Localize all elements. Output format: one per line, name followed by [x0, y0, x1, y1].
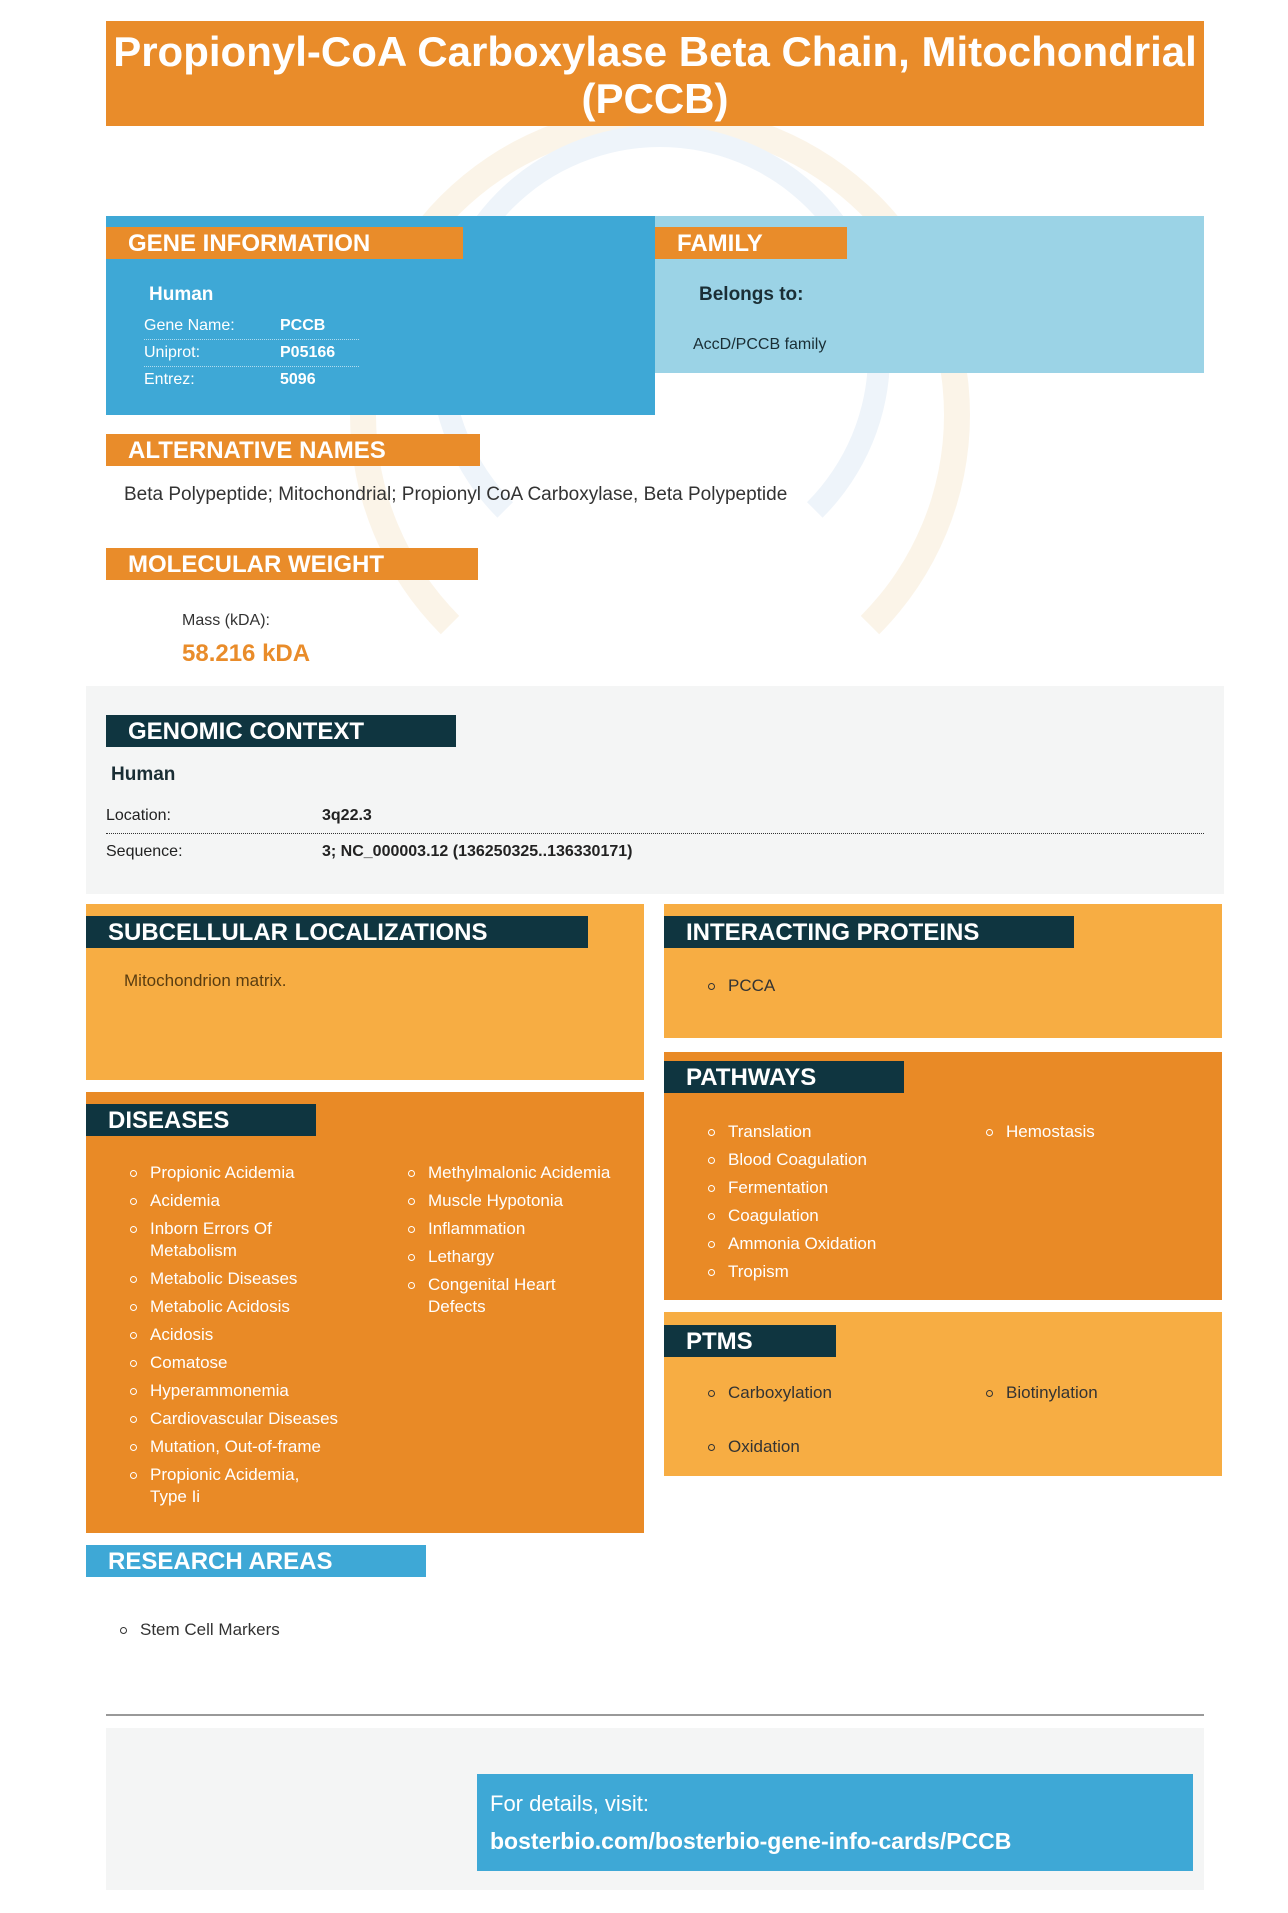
- diseases-list-col1: [130, 1162, 370, 1514]
- sequence-value: 3; NC_000003.12 (136250325..136330171): [322, 843, 633, 860]
- mass-value: 58.216 kDA: [182, 640, 311, 667]
- uniprot-value: P05166: [280, 344, 336, 361]
- genomic-species: Human: [111, 764, 176, 785]
- footer-divider: [106, 1714, 1204, 1716]
- list-item: Propionic Acidemia: [130, 1162, 370, 1184]
- details-link-box[interactable]: [477, 1774, 1193, 1871]
- list-item: Acidosis: [130, 1324, 370, 1346]
- list-item: Inflammation: [408, 1218, 638, 1240]
- entrez-label: Entrez:: [144, 371, 195, 388]
- uniprot-label: Uniprot:: [144, 344, 201, 361]
- list-item: PCCA: [708, 975, 775, 997]
- gene-name-value: PCCB: [280, 317, 326, 334]
- list-item: Stem Cell Markers: [120, 1619, 280, 1641]
- genomic-context-header: GENOMIC CONTEXT: [106, 715, 456, 747]
- alternative-names-header: ALTERNATIVE NAMES: [106, 434, 480, 466]
- list-item: Tropism: [708, 1261, 948, 1283]
- family-header: FAMILY: [655, 227, 847, 259]
- gene-information-panel: [106, 216, 655, 415]
- list-item: Congenital Heart Defects: [408, 1274, 588, 1318]
- list-item: Lethargy: [408, 1246, 638, 1268]
- pathways-list-col2: [986, 1121, 1206, 1149]
- subcellular-localizations-header: SUBCELLULAR LOCALIZATIONS: [86, 916, 588, 948]
- mass-label: Mass (kDA):: [182, 612, 270, 629]
- entrez-value: 5096: [280, 371, 316, 388]
- interacting-proteins-panel: [664, 904, 1222, 1038]
- alternative-names-text: Beta Polypeptide; Mitochondrial; Propionyl CoA Carboxylase, Beta Polypeptide: [124, 484, 788, 505]
- diseases-panel: [86, 1092, 644, 1533]
- list-item: Carboxylation: [708, 1382, 832, 1404]
- location-label: Location:: [106, 807, 171, 824]
- list-item: Metabolic Acidosis: [130, 1296, 370, 1318]
- list-item: Comatose: [130, 1352, 370, 1374]
- location-value: 3q22.3: [322, 807, 372, 824]
- research-areas-header: RESEARCH AREAS: [86, 1545, 426, 1577]
- subcellular-localizations-panel: [86, 904, 644, 1080]
- genomic-context-panel: [86, 686, 1224, 894]
- gene-species: Human: [149, 284, 214, 305]
- details-label: For details, visit:: [490, 1791, 649, 1816]
- details-url-link[interactable]: bosterbio.com/bosterbio-gene-info-cards/PCCB: [490, 1828, 1012, 1854]
- interacting-proteins-header: INTERACTING PROTEINS: [664, 916, 1074, 948]
- family-value: AccD/PCCB family: [693, 336, 827, 353]
- ptms-list-col1: [708, 1382, 832, 1464]
- list-item: Biotinylation: [986, 1382, 1098, 1404]
- family-panel: [655, 216, 1204, 373]
- list-item: Translation: [708, 1121, 948, 1143]
- list-item: Ammonia Oxidation: [708, 1233, 948, 1255]
- list-item: Oxidation: [708, 1436, 832, 1458]
- list-item: Muscle Hypotonia: [408, 1190, 638, 1212]
- entrez-row: [144, 366, 359, 393]
- list-item: Fermentation: [708, 1177, 948, 1199]
- subcellular-localizations-text: Mitochondrion matrix.: [124, 971, 287, 990]
- list-item: Cardiovascular Diseases: [130, 1408, 370, 1430]
- page-title: Propionyl-CoA Carboxylase Beta Chain, Mitochondrial (PCCB): [106, 21, 1204, 126]
- diseases-header: DISEASES: [86, 1104, 316, 1136]
- list-item: Hyperammonemia: [130, 1380, 370, 1402]
- sequence-label: Sequence:: [106, 843, 183, 860]
- gene-information-header: GENE INFORMATION: [106, 227, 463, 259]
- list-item: Methylmalonic Acidemia: [408, 1162, 638, 1184]
- list-item: Inborn Errors Of Metabolism: [130, 1218, 300, 1262]
- pathways-panel: [664, 1052, 1222, 1300]
- sequence-row: [106, 834, 1204, 869]
- list-item: Coagulation: [708, 1205, 948, 1227]
- pathways-header: PATHWAYS: [664, 1061, 904, 1093]
- interacting-proteins-list: [708, 975, 775, 1003]
- ptms-header: PTMS: [664, 1325, 836, 1357]
- list-item: Hemostasis: [986, 1121, 1206, 1143]
- gene-name-row: [144, 312, 359, 340]
- molecular-weight-header: MOLECULAR WEIGHT: [106, 548, 478, 580]
- pathways-list-col1: [708, 1121, 948, 1289]
- diseases-list-col2: [408, 1162, 638, 1324]
- list-item: Mutation, Out-of-frame: [130, 1436, 370, 1458]
- list-item: Metabolic Diseases: [130, 1268, 370, 1290]
- uniprot-row: [144, 339, 359, 367]
- family-belongs-label: Belongs to:: [699, 284, 804, 305]
- research-areas-list: [120, 1619, 280, 1647]
- list-item: Propionic Acidemia, Type Ii: [130, 1464, 325, 1508]
- ptms-panel: [664, 1312, 1222, 1476]
- gene-name-label: Gene Name:: [144, 317, 235, 334]
- location-row: [106, 798, 1204, 834]
- list-item: Acidemia: [130, 1190, 370, 1212]
- ptms-list-col2: [986, 1382, 1098, 1410]
- list-item: Blood Coagulation: [708, 1149, 948, 1171]
